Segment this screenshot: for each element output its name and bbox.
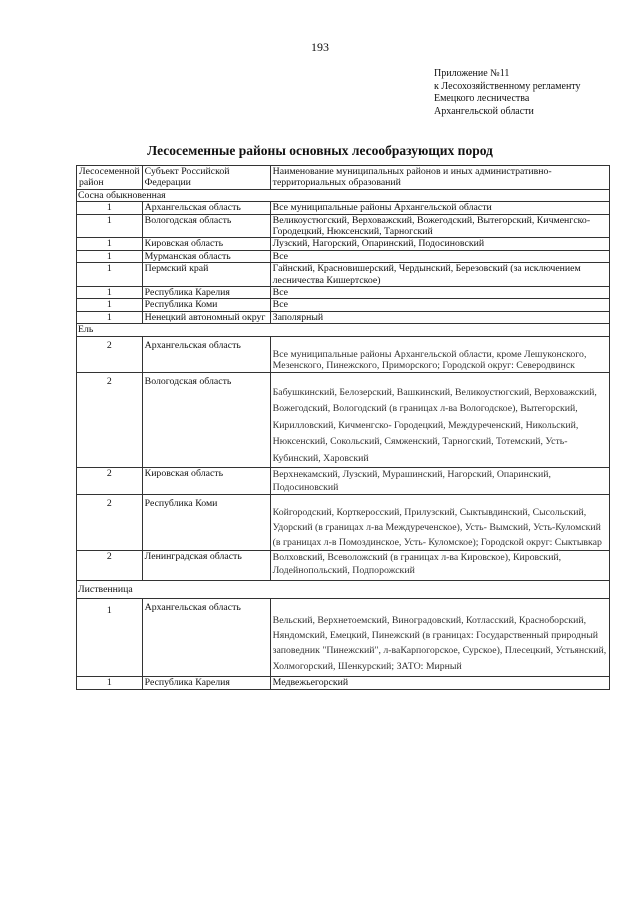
header-areas: Наименование муниципальных районов и иных административно-территориальных образований [270,166,609,190]
areas-cell: Заполярный [270,311,609,323]
page-number: 193 [311,40,329,54]
table-row [77,299,610,311]
subject-cell: Архангельская область [142,202,270,214]
seed-zones-table [76,165,610,690]
subject-cell: Вологодская область [142,372,270,468]
table-row [77,263,610,287]
document-title: Лесосеменные районы основных лесообразующих пород [147,143,493,158]
areas-cell: Гайнский, Красновишерский, Чердынский, Березовский (за исключением лесничества Кишертское) [270,263,609,287]
district-cell: 2 [77,551,143,581]
table-row [77,468,610,495]
district-cell: 2 [77,495,143,551]
table-row [77,214,610,238]
subject-cell: Ненецкий автономный округ [142,311,270,323]
species-label: Лиственница [77,581,610,598]
table-row [77,311,610,323]
areas-cell: Все [270,287,609,299]
district-cell: 1 [77,287,143,299]
areas-cell: Все [270,299,609,311]
table-row [77,250,610,262]
district-cell: 1 [77,598,143,677]
subject-cell: Республика Карелия [142,677,270,689]
appendix-line: к Лесохозяйственному регламенту [434,80,581,92]
areas-cell: Койгородский, Корткеросский, Прилузский, Сыктывдинский, Сысольский, Удорский (в границах л-ва Междуреченское), Усть- Вымский, Усть-Куломский (в границах л-в Помоздинское, Усть- Куломское); Городской округ: Сыктывкар [270,495,609,551]
areas-cell: Великоустюгский, Верховажский, Вожегодский, Вытегорский, Кичменгско-Городецкий, Нюксенский, Тарногский [270,214,609,238]
district-cell: 1 [77,311,143,323]
district-cell: 2 [77,468,143,495]
areas-cell: Все [270,250,609,262]
table-row [77,202,610,214]
areas-cell: Лузский, Нагорский, Опаринский, Подосиновский [270,238,609,250]
areas-cell: Медвежьегорский [270,677,609,689]
table-row [77,598,610,677]
areas-cell: Волховский, Всеволожский (в границах л-ва Кировское), Кировский, Лодейнопольский, Подпорожский [270,551,609,581]
table-row [77,238,610,250]
district-cell: 1 [77,299,143,311]
table-row [77,336,610,372]
areas-cell: Все муниципальные районы Архангельской области [270,202,609,214]
areas-cell: Бабушкинский, Белозерский, Вашкинский, Великоустюгский, Верховажский, Вожегодский, Вологодский (в границах л-ва Вологодское), Вытегорский, Кирилловский, Кичменгско- Городецкий, Междуреченский, Никольский, Нюксенский, Сокольский, Сямженский, Тарногский, Тотемский, Усть- Кубинский, Харовский [270,372,609,468]
appendix-line: Архангельской области [434,105,534,117]
subject-cell: Вологодская область [142,214,270,238]
subject-cell: Республика Коми [142,495,270,551]
table-row [77,372,610,468]
district-cell: 1 [77,677,143,689]
district-cell: 1 [77,214,143,238]
species-label: Ель [77,324,610,336]
areas-cell: Все муниципальные районы Архангельской области, кроме Лешуконского, Мезенского, Пинежского, Приморского; Городской округ: Северодвинск [270,336,609,372]
header-subject: Субъект Российской Федерации [142,166,270,190]
subject-cell: Кировская область [142,238,270,250]
table-row [77,677,610,689]
district-cell: 1 [77,250,143,262]
subject-cell: Архангельская область [142,598,270,677]
table-header-row [77,166,610,190]
subject-cell: Ленинградская область [142,551,270,581]
subject-cell: Кировская область [142,468,270,495]
district-cell: 1 [77,202,143,214]
table-row [77,495,610,551]
species-row [77,581,610,598]
district-cell: 2 [77,336,143,372]
appendix-line: Приложение №11 [434,68,510,79]
district-cell: 1 [77,263,143,287]
areas-cell: Верхнекамский, Лузский, Мурашинский, Нагорский, Опаринский, Подосиновский [270,468,609,495]
header-district: Лесосеменной район [77,166,143,190]
subject-cell: Архангельская область [142,336,270,372]
species-row [77,324,610,336]
appendix-note [434,68,634,118]
district-cell: 2 [77,372,143,468]
subject-cell: Республика Карелия [142,287,270,299]
subject-cell: Пермский край [142,263,270,287]
table-row [77,287,610,299]
district-cell: 1 [77,238,143,250]
subject-cell: Мурманская область [142,250,270,262]
subject-cell: Республика Коми [142,299,270,311]
appendix-line: Емецкого лесничества [434,93,530,104]
species-row [77,189,610,201]
areas-cell: Вельский, Верхнетоемский, Виноградовский, Котласский, Красноборский, Няндомский, Емецкий, Пинежский (в границах: Государственный природный заповедник "Пинежский", л-ваКарпогорское, Сурское), Плесецкий, Устьянский, Холмогорский, Шенкурский; ЗАТО: Мирный [270,598,609,677]
table-row [77,551,610,581]
species-label: Сосна обыкновенная [77,189,610,201]
